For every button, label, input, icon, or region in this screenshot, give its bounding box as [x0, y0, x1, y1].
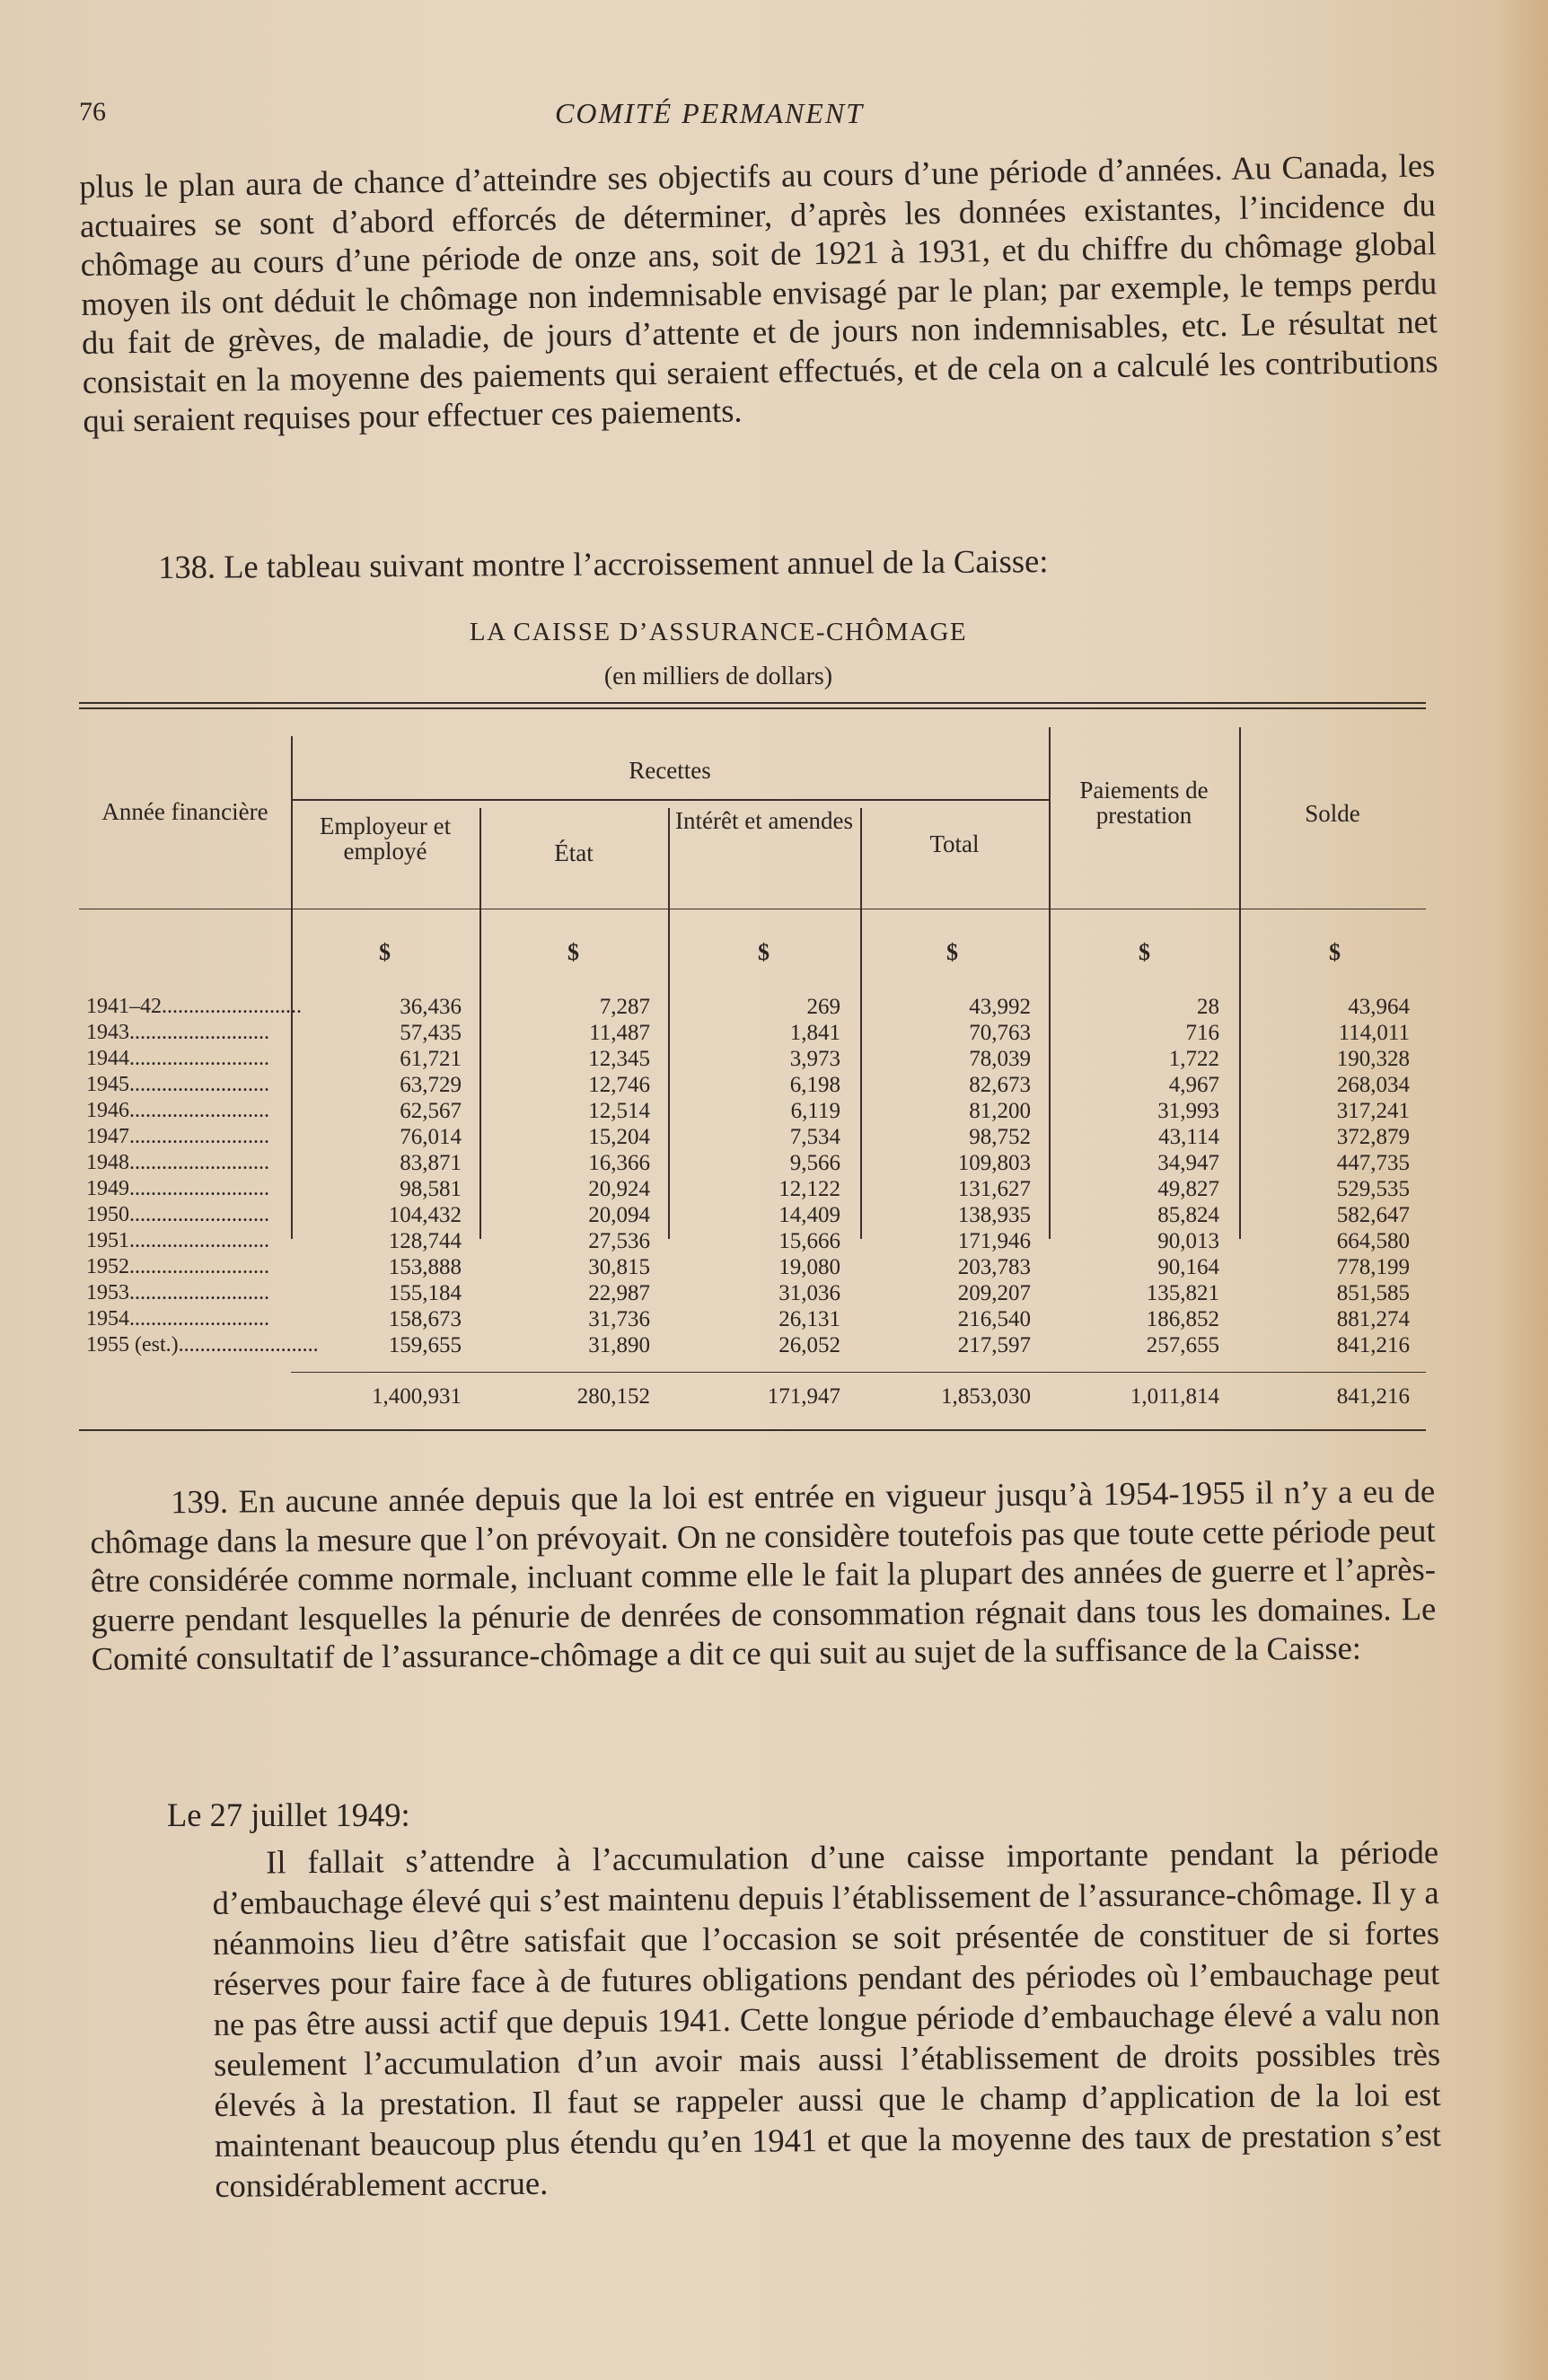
cell-c2: 31,890 — [588, 1333, 650, 1357]
cell-c3: 31,036 — [778, 1281, 840, 1305]
cell-c4: 217,597 — [957, 1333, 1031, 1357]
cell-c5: 85,824 — [1157, 1203, 1219, 1227]
table-row — [79, 1125, 1428, 1150]
cell-c2: 7,287 — [599, 995, 650, 1019]
quote-paragraph: Il fallait s’attendre à l’accumulation d’une caisse importante pendant la période d’embauchage élevé qui s’est maintenu depuis l’établissement de l’assurance-chômage. Il y a néanmoins lieu d’être satisfait que l’occasion se soit présentée de constituer de si fortes réserves pour faire face à de futures obligations pendant des périodes où l’embauchage peut ne pas être aussi actif que depuis 1941. Cette longue période d’embauchage élevé a valu non seulement l’accumulation d’un avoir mais aussi l’établissement de droits possibles très élevés à la prestation. Il faut se rappeler aussi que le champ d’application de la loi est maintenant beaucoup plus étendu qu’en 1941 et que la moyenne des taux de prestation s’est considérablement accrue. — [212, 1833, 1442, 2204]
cell-c2: 15,204 — [588, 1125, 650, 1149]
row-year-label: 1944 — [86, 1047, 129, 1070]
cell-c4: 81,200 — [969, 1099, 1031, 1123]
leader-dots: .......................... — [129, 1281, 269, 1304]
total-c2: 280,152 — [576, 1384, 650, 1409]
total-c1: 1,400,931 — [372, 1384, 462, 1409]
table-row — [79, 1099, 1428, 1124]
cell-c4: 70,763 — [969, 1021, 1031, 1045]
row-year — [86, 1281, 293, 1305]
cell-c3: 6,198 — [789, 1073, 840, 1097]
leader-dots: .......................... — [129, 1021, 269, 1044]
row-year-label: 1947 — [86, 1125, 129, 1148]
row-year-label: 1941–42 — [86, 995, 162, 1018]
cell-c4: 43,992 — [969, 995, 1031, 1019]
fund-table — [79, 700, 1428, 1454]
cell-c2: 16,366 — [588, 1151, 650, 1175]
cell-c5: 31,993 — [1157, 1099, 1219, 1123]
row-year — [86, 1151, 293, 1175]
cell-c4: 203,783 — [957, 1255, 1031, 1279]
cell-c1: 57,435 — [400, 1021, 462, 1045]
row-year — [86, 1255, 293, 1279]
paragraph-intro: plus le plan aura de chance d’atteindre ses objectifs au cours d’une période d’années. Au Canada, les actuaires se sont d’abord efforcés de déterminer, d’après les données existantes, l’incidence du chômage au cours d’une période de onze ans, soit de 1921 à 1931, et du chiffre du chômage global moyen ils ont déduit le chômage non indemnisable envisagé par le plan; par exemple, le temps perdu du fait de grèves, de maladie, de jours d’attente et de jours non indemnisables, etc. Le résultat net consistait en la moyenne des paiements qui seraient effectués, et de cela on a calculé les contributions qui seraient requises pour effectuer ces paiements. — [79, 146, 1438, 439]
recettes-rule — [291, 799, 1049, 801]
table-row — [79, 1281, 1428, 1306]
table-row — [79, 1333, 1428, 1358]
cell-c6: 529,535 — [1336, 1177, 1410, 1201]
row-year — [86, 1333, 319, 1357]
table-rule-bottom — [79, 1429, 1426, 1431]
cell-c1: 83,871 — [400, 1151, 462, 1175]
cell-c4: 131,627 — [957, 1177, 1031, 1201]
total-c3: 171,947 — [767, 1384, 840, 1409]
cell-c6: 582,647 — [1336, 1203, 1410, 1227]
cell-c1: 159,655 — [388, 1333, 462, 1357]
table-row — [79, 1177, 1428, 1202]
cell-c2: 12,345 — [588, 1047, 650, 1071]
header-recettes: Recettes — [629, 757, 711, 784]
header-annee: Année financière — [101, 798, 268, 825]
cell-c3: 7,534 — [789, 1125, 840, 1149]
cell-c2: 20,924 — [588, 1177, 650, 1201]
cell-c5: 34,947 — [1157, 1151, 1219, 1175]
cell-c1: 98,581 — [400, 1177, 462, 1201]
row-year-label: 1946 — [86, 1099, 129, 1122]
cell-c2: 12,514 — [588, 1099, 650, 1123]
cell-c6: 372,879 — [1336, 1125, 1410, 1149]
table-row — [79, 1151, 1428, 1176]
total-c6: 841,216 — [1336, 1384, 1410, 1409]
row-year-label: 1950 — [86, 1203, 129, 1226]
leader-dots: .......................... — [129, 1073, 269, 1096]
leader-dots: .......................... — [129, 1307, 269, 1331]
table-row — [79, 1229, 1428, 1254]
cell-c6: 190,328 — [1336, 1047, 1410, 1071]
row-year-label: 1951 — [86, 1229, 129, 1252]
cell-c5: 49,827 — [1157, 1177, 1219, 1201]
cell-c1: 153,888 — [388, 1255, 462, 1279]
leader-dots: .......................... — [129, 1151, 269, 1174]
cell-c1: 62,567 — [400, 1099, 462, 1123]
cell-c5: 4,967 — [1168, 1073, 1219, 1097]
row-year — [86, 1177, 293, 1201]
leader-dots: .......................... — [129, 1177, 269, 1200]
table-row — [79, 1307, 1428, 1332]
row-year — [86, 1047, 293, 1071]
page-number: 76 — [79, 97, 106, 127]
cell-c5: 257,655 — [1146, 1333, 1219, 1357]
cell-c3: 15,666 — [778, 1229, 840, 1253]
leader-dots: .......................... — [129, 1099, 269, 1122]
cell-c4: 109,803 — [957, 1151, 1031, 1175]
running-header — [79, 97, 1444, 142]
header-total: Total — [929, 830, 980, 857]
leader-dots: .......................... — [129, 1229, 269, 1252]
cell-c5: 43,114 — [1158, 1125, 1219, 1149]
row-year-label: 1945 — [86, 1073, 129, 1096]
cell-c6: 43,964 — [1348, 995, 1410, 1019]
cell-c3: 14,409 — [778, 1203, 840, 1227]
cell-c3: 1,841 — [789, 1021, 840, 1045]
quote-date: Le 27 juillet 1949: — [167, 1796, 410, 1833]
cell-c6: 268,034 — [1336, 1073, 1410, 1097]
cell-c6: 778,199 — [1336, 1255, 1410, 1279]
cell-c5: 716 — [1185, 1021, 1219, 1045]
cell-c1: 155,184 — [388, 1281, 462, 1305]
table-title: LA CAISSE D’ASSURANCE-CHÔMAGE — [469, 618, 968, 646]
cell-c3: 26,052 — [778, 1333, 840, 1357]
header-etat: État — [554, 839, 594, 866]
cell-c4: 171,946 — [957, 1229, 1031, 1253]
header-employeur: Employeur et employé — [319, 812, 452, 865]
cell-c3: 26,131 — [778, 1307, 840, 1331]
table-row — [79, 1203, 1428, 1228]
table-row — [79, 1073, 1428, 1098]
total-c5: 1,011,814 — [1130, 1384, 1219, 1409]
unit-c3: $ — [758, 939, 770, 965]
cell-c3: 269 — [806, 995, 840, 1019]
cell-c5: 90,013 — [1157, 1229, 1219, 1253]
row-year-label: 1949 — [86, 1177, 129, 1200]
unit-c6: $ — [1329, 939, 1341, 965]
cell-c3: 12,122 — [778, 1177, 840, 1201]
table-rule-top-1 — [79, 702, 1426, 704]
leader-dots: .......................... — [129, 1255, 269, 1278]
row-year — [86, 1229, 293, 1253]
row-year-label: 1943 — [86, 1021, 129, 1044]
table-row — [79, 1021, 1428, 1046]
cell-c4: 138,935 — [957, 1203, 1031, 1227]
row-year — [86, 1203, 293, 1227]
row-year-label: 1952 — [86, 1255, 129, 1278]
row-year — [86, 1099, 293, 1123]
leader-dots: .......................... — [129, 1047, 269, 1070]
cell-c4: 78,039 — [969, 1047, 1031, 1071]
cell-c3: 9,566 — [789, 1151, 840, 1175]
row-year — [86, 1307, 293, 1331]
cell-c5: 1,722 — [1168, 1047, 1219, 1071]
cell-c6: 447,735 — [1336, 1151, 1410, 1175]
cell-c4: 209,207 — [957, 1281, 1031, 1305]
row-year-label: 1954 — [86, 1307, 129, 1331]
row-year-label: 1948 — [86, 1151, 129, 1174]
cell-c2: 20,094 — [588, 1203, 650, 1227]
cell-c3: 6,119 — [790, 1099, 840, 1123]
cell-c5: 135,821 — [1146, 1281, 1219, 1305]
header-solde: Solde — [1305, 800, 1360, 827]
row-year — [86, 1021, 293, 1045]
row-year — [86, 1073, 293, 1097]
cell-c2: 11,487 — [589, 1021, 650, 1045]
table-subtitle: (en milliers de dollars) — [603, 663, 833, 690]
unit-c1: $ — [379, 939, 391, 965]
cell-c1: 76,014 — [400, 1125, 462, 1149]
cell-c1: 61,721 — [400, 1047, 462, 1071]
cell-c2: 27,536 — [588, 1229, 650, 1253]
row-year-label: 1955 (est.) — [86, 1333, 179, 1357]
header-interet: Intérêt et amendes — [675, 807, 853, 834]
cell-c2: 30,815 — [588, 1255, 650, 1279]
totals-row — [79, 1384, 1428, 1410]
table-row — [79, 1255, 1428, 1280]
header-paiements: Paiements de prestation — [1079, 777, 1209, 829]
table-row — [79, 995, 1428, 1020]
cell-c5: 90,164 — [1157, 1255, 1219, 1279]
unit-c2: $ — [567, 939, 579, 965]
cell-c6: 664,580 — [1336, 1229, 1410, 1253]
cell-c6: 851,585 — [1336, 1281, 1410, 1305]
row-year — [86, 995, 302, 1019]
row-year — [86, 1125, 293, 1149]
leader-dots: .......................... — [178, 1333, 319, 1357]
cell-c4: 82,673 — [969, 1073, 1031, 1097]
table-rule-top-2 — [79, 707, 1426, 709]
total-c4: 1,853,030 — [941, 1384, 1031, 1409]
unit-c5: $ — [1139, 939, 1150, 965]
cell-c1: 158,673 — [388, 1307, 462, 1331]
cell-c5: 186,852 — [1146, 1307, 1219, 1331]
cell-c6: 114,011 — [1338, 1021, 1410, 1045]
cell-c2: 31,736 — [588, 1307, 650, 1331]
cell-c6: 841,216 — [1336, 1333, 1410, 1357]
leader-dots: .......................... — [162, 995, 302, 1018]
cell-c3: 19,080 — [778, 1255, 840, 1279]
leader-dots: .......................... — [129, 1125, 269, 1148]
totals-rule — [291, 1372, 1426, 1373]
cell-c1: 63,729 — [400, 1073, 462, 1097]
paragraph-139: 139. En aucune année depuis que la loi est entrée en vigueur jusqu’à 1954-1955 il n’y a eu de chômage dans la mesure que l’on prévoyait. On ne considère toutefois pas que toute cette période peut être considérée comme normale, incluant comme elle le fait la plupart des années de guerre et l’après-guerre pendant lesquelles la pénurie de denrées de consommation régnait dans tous les domaines. Le Comité consultatif de l’assurance-chômage a dit ce qui suit au sujet de la suffisance de la Caisse: — [90, 1471, 1437, 1677]
paragraph-138: 138. Le tableau suivant montre l’accroissement annuel de la Caisse: — [158, 542, 1049, 585]
row-year-label: 1953 — [86, 1281, 129, 1304]
cell-c4: 216,540 — [957, 1307, 1031, 1331]
cell-c3: 3,973 — [789, 1047, 840, 1071]
cell-c5: 28 — [1197, 995, 1219, 1019]
cell-c1: 104,432 — [388, 1203, 462, 1227]
cell-c4: 98,752 — [969, 1125, 1031, 1149]
page-edge-shadow — [1494, 0, 1548, 2380]
cell-c6: 317,241 — [1336, 1099, 1410, 1123]
cell-c1: 36,436 — [400, 995, 462, 1019]
cell-c2: 22,987 — [588, 1281, 650, 1305]
running-title: COMITÉ PERMANENT — [555, 97, 864, 129]
unit-c4: $ — [946, 939, 958, 965]
table-row — [79, 1047, 1428, 1072]
cell-c2: 12,746 — [588, 1073, 650, 1097]
cell-c1: 128,744 — [388, 1229, 462, 1253]
leader-dots: .......................... — [129, 1203, 269, 1226]
cell-c6: 881,274 — [1336, 1307, 1410, 1331]
